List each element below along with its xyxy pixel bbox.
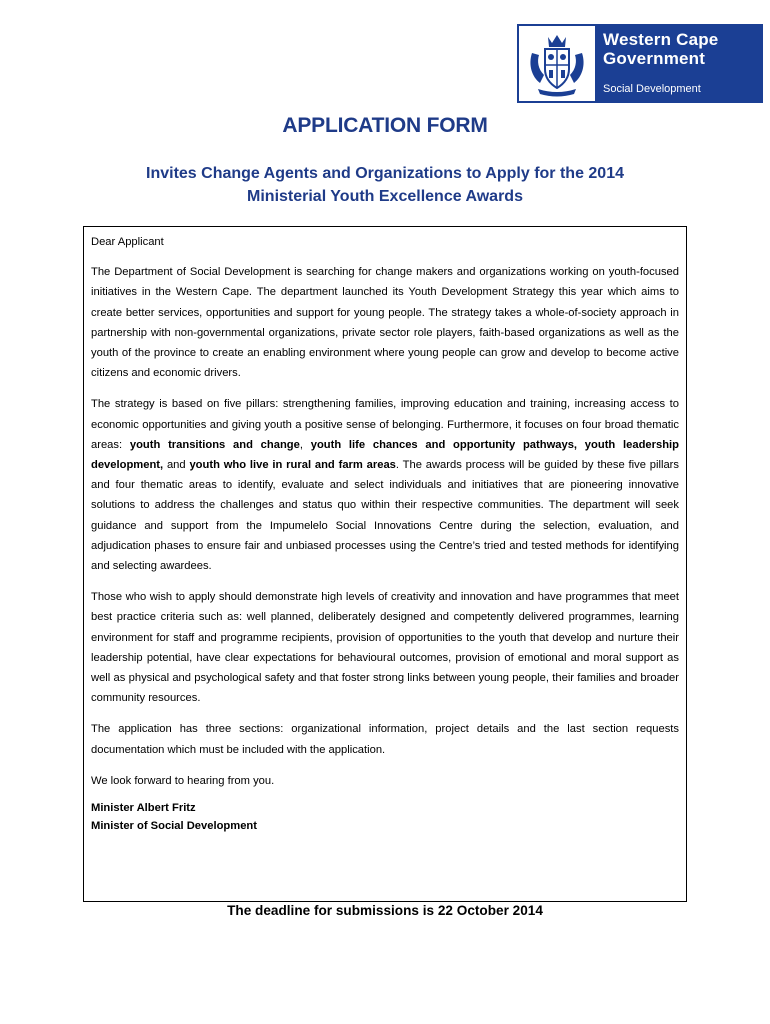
letter-greeting: Dear Applicant [91,236,164,248]
signature-block [91,799,679,835]
subtitle-line-2: Ministerial Youth Excellence Awards [247,188,523,205]
logo-line-government: Government [603,49,706,68]
theme-life-chances-leadership: youth life chances and opportunity pathways, youth leadership development, [91,438,679,472]
paragraph-2-intro: The strategy is based on five pillars: strengthening families, improving education and training, increasing access to economic opportunities and giving youth a positive sense of belonging. Furthermore, it focuses on four broad thematic areas: [91,398,679,451]
letter-box [83,226,687,902]
paragraph-2-rest: . The awards process will be guided by these five pillars and four thematic areas to identify, evaluate and select individuals and initiatives that are pioneering innovative solutions to address the challenges and status quo within their respective communities. The department will seek guidance and support from the Impumelelo Social Innovations Centre during the selection, evaluation, and adjudication phases to ensure fair and unbiased processes using the Centre’s tried and tested methods for identifying and selecting awardees. [91,459,679,573]
letter-paragraph-1: The Department of Social Development is searching for change makers and organizations working on youth-focused initiatives in the Western Cape. The department launched its Youth Development Strategy this year which aims to create better services, opportunities and support for young people. The strategy takes a whole-of-society approach in partnership with non-governmental organizations, private sector role players, faith-based organizations as well as the youth of the province to create an enabling environment where young people can grow and develop to become active citizens and economic drivers. [91,266,679,380]
deadline-notice: The deadline for submissions is 22 October 2014 [227,903,543,918]
paragraph-2-separator-2: and [163,459,190,472]
logo-line-western-cape: Western Cape [603,30,719,49]
coat-of-arms-icon [517,24,597,103]
letter-paragraph-3: Those who wish to apply should demonstrate high levels of creativity and innovation and have programmes that meet best practice criteria such as: well planned, deliberately designed and competently delivered programmes, learning environment for staff and programme recipients, provision of opportunities to the youth that develop and nurture their leadership potential, have clear expectations for behavioural outcomes, provision of emotional and moral support as well as physical and psychological safety and that foster strong links between young people, their families and broader community resources. [91,591,679,705]
subtitle-line-1: Invites Change Agents and Organizations to Apply for the 2014 [146,165,624,182]
signature-name: Minister Albert Fritz [91,802,196,815]
letter-paragraph-2 [91,394,679,576]
government-logo [517,24,763,103]
signature-title: Minister of Social Development [91,820,257,833]
paragraph-2-separator-1: , [299,438,311,451]
logo-wordmark [597,24,763,103]
letter-paragraph-4: The application has three sections: organizational information, project details and the last section requests documentation which must be included with the application. [91,723,679,756]
page-subtitle [0,162,770,208]
letter-closing: We look forward to hearing from you. [91,774,275,787]
page-title: APPLICATION FORM [282,114,488,137]
theme-rural-farm-youth: youth who live in rural and farm areas [189,459,396,472]
theme-youth-transitions: youth transitions and change [129,438,300,451]
logo-department: Social Development [603,83,701,95]
